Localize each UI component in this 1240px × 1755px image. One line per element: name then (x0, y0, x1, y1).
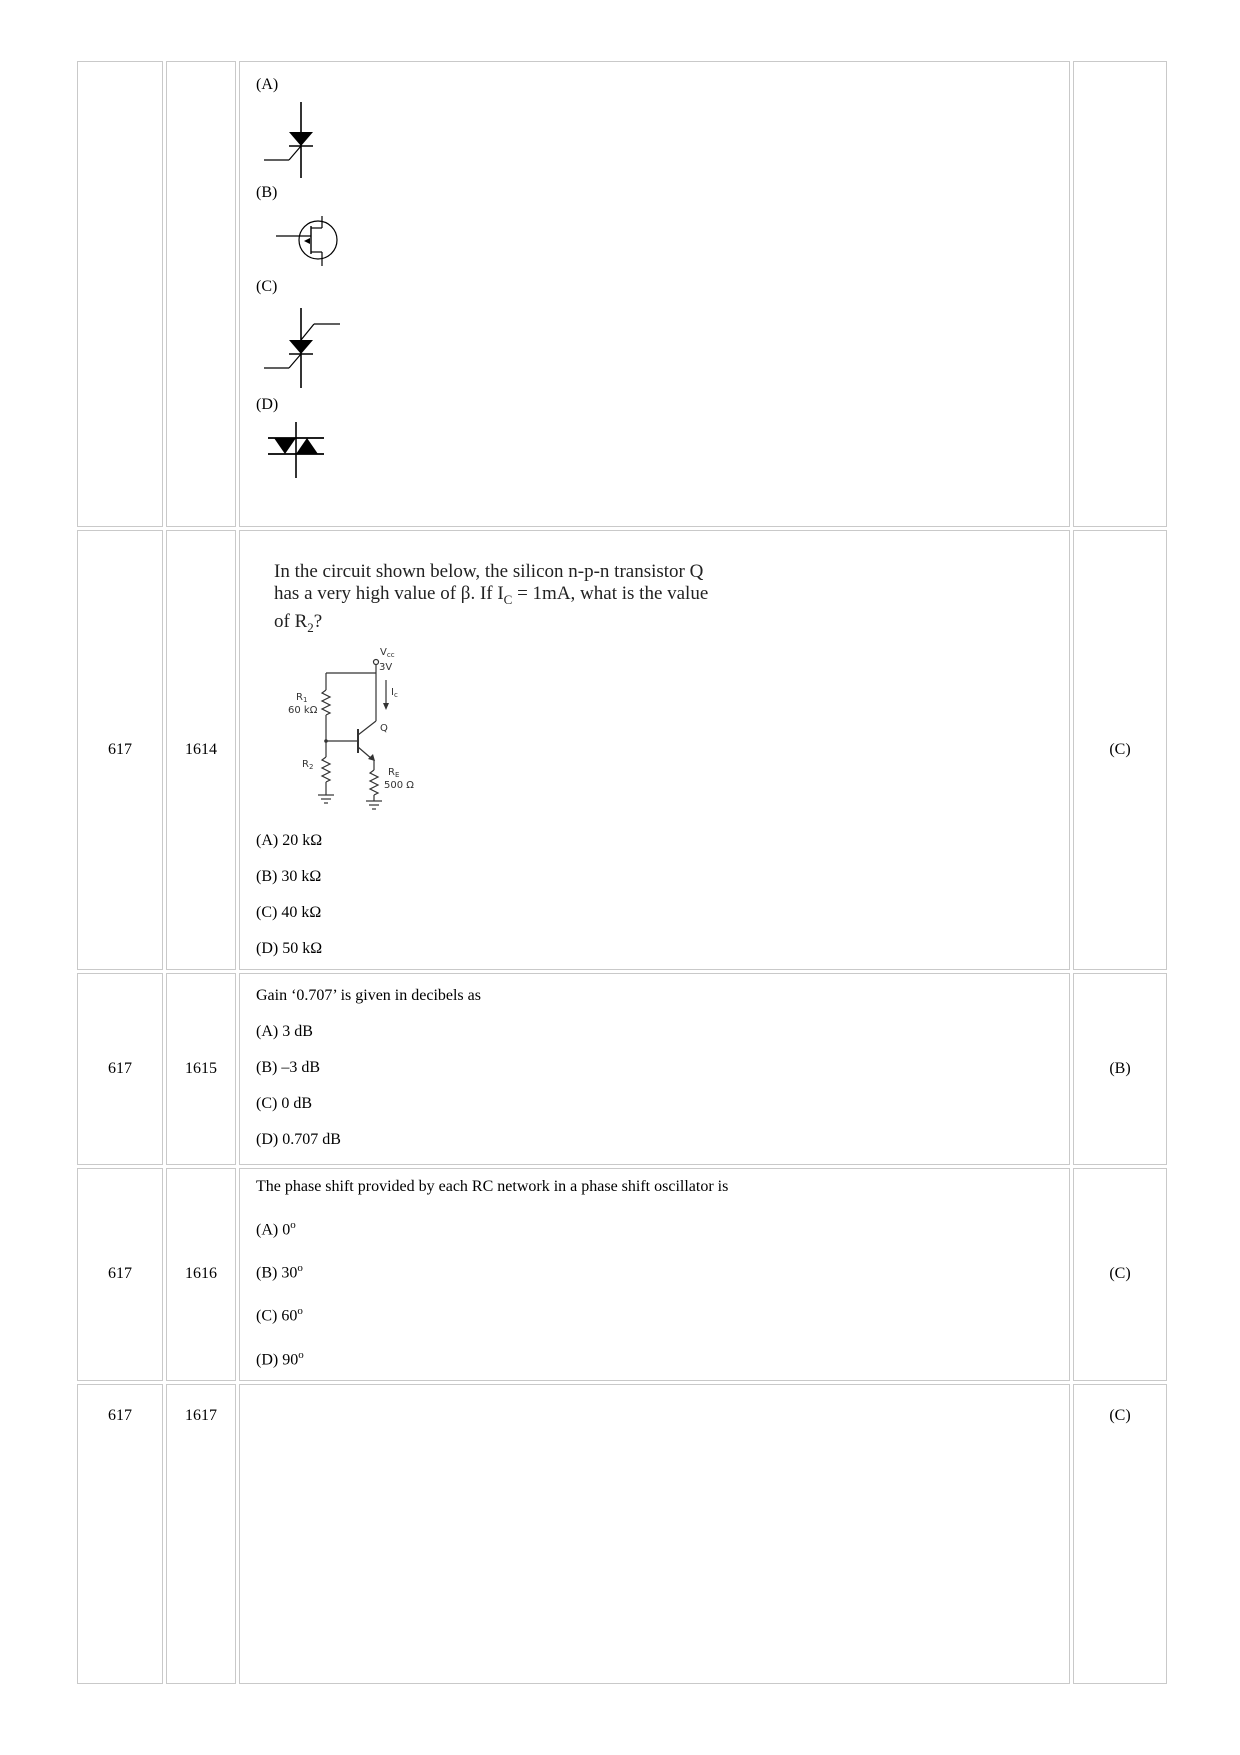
re-value: 500 Ω (384, 779, 414, 791)
question-table-page (74, 58, 1170, 1687)
paper-code-cell: 617 (77, 973, 163, 1165)
r2-label: $R_2$ (302, 758, 314, 771)
question-cell (239, 1168, 1070, 1381)
diac-triac-symbol (256, 420, 346, 480)
option-c: (C) 40 kΩ (256, 903, 322, 921)
option-a: (A) 20 kΩ (256, 831, 323, 849)
option-a-label: (A) (256, 76, 279, 93)
option-d-label: (D) (256, 396, 279, 413)
question-number-cell (166, 61, 236, 527)
option-a: (A) 0$^o$ (256, 1218, 296, 1238)
gto-thyristor-symbol (256, 302, 356, 392)
question-text: Gain ‘0.707’ is given in decibels as (256, 986, 481, 1004)
answer-cell: (C) (1073, 1168, 1167, 1381)
paper-code-cell: 617 (77, 530, 163, 970)
table-row (77, 530, 1167, 970)
question-number-cell: 1616 (166, 1168, 236, 1381)
question-number-cell: 1615 (166, 973, 236, 1165)
paper-code-cell: 617 (77, 1168, 163, 1381)
r1-label: $R_1$ (296, 691, 308, 704)
question-table (74, 58, 1170, 1687)
ic-label: $I_c$ (391, 686, 398, 699)
answer-cell: (C) (1073, 1384, 1167, 1684)
r1-value: 60 kΩ (288, 704, 318, 716)
question-text: The phase shift provided by each RC network in a phase shift oscillator is (256, 1177, 729, 1195)
question-number-cell: 1617 (166, 1384, 236, 1684)
table-row (77, 1168, 1167, 1381)
option-d: (D) 0.707 dB (256, 1130, 341, 1148)
fet-transistor-symbol (256, 208, 346, 274)
option-d: (D) 90$^o$ (256, 1348, 304, 1368)
vcc-value: 3V (379, 661, 393, 673)
question-cell (239, 530, 1070, 970)
option-b: (B) 30 kΩ (256, 867, 322, 885)
answer-cell: (B) (1073, 973, 1167, 1165)
option-b-label: (B) (256, 184, 278, 201)
table-row (77, 973, 1167, 1165)
q-label: Q (380, 722, 388, 734)
question-cell (239, 973, 1070, 1165)
answer-cell: (C) (1073, 530, 1167, 970)
option-b: (B) –3 dB (256, 1058, 320, 1076)
option-c-label: (C) (256, 278, 278, 295)
option-c: (C) 60$^o$ (256, 1305, 303, 1325)
question-cell (239, 1384, 1070, 1684)
option-d: (D) 50 kΩ (256, 939, 323, 957)
paper-code-cell (77, 61, 163, 527)
transistor-circuit-diagram (276, 645, 436, 815)
table-row (77, 1384, 1167, 1684)
question-number-cell: 1614 (166, 530, 236, 970)
scr-thyristor-symbol (256, 100, 346, 180)
option-a: (A) 3 dB (256, 1022, 313, 1040)
question-cell (239, 61, 1070, 527)
option-b: (B) 30$^o$ (256, 1261, 303, 1282)
table-row (77, 61, 1167, 527)
answer-cell (1073, 61, 1167, 527)
question-text: In the circuit shown below, the silicon n-p-n transistor Q has a very high value of β. If $I_C = 1mA$, what is the value of $R_2$? (274, 561, 709, 635)
re-label: $R_E$ (388, 766, 400, 779)
vcc-label: $V_{cc}$ (380, 646, 395, 659)
paper-code-cell: 617 (77, 1384, 163, 1684)
option-c: (C) 0 dB (256, 1094, 312, 1112)
